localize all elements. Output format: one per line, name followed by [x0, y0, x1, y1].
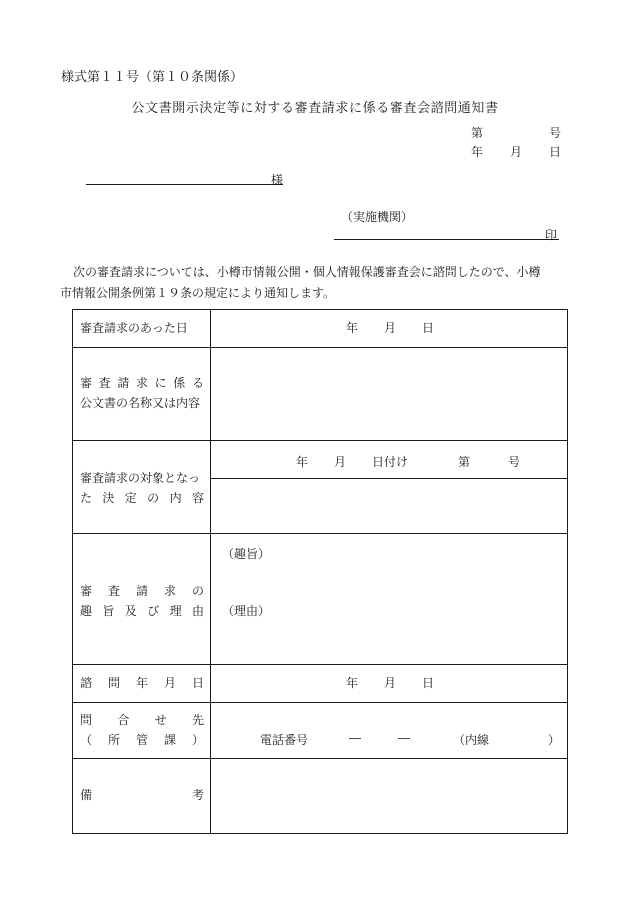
purpose-field-label: （趣旨）: [222, 547, 271, 561]
label-char: 定: [124, 491, 137, 505]
extension-open: （内線: [453, 733, 490, 747]
inquiry-date-day: 日: [422, 676, 435, 690]
request-date-day: 日: [422, 321, 435, 335]
label-char: 趣: [80, 604, 93, 618]
label-char: る: [191, 376, 204, 390]
table-border-left: [72, 309, 73, 834]
label-char: 由: [191, 604, 204, 618]
label-char: 合: [117, 713, 130, 727]
intro-line-2: 市情報公開条例第１９条の規定により通知します。: [60, 286, 336, 300]
inquiry-date-label: [80, 674, 204, 693]
label-char: 問: [80, 713, 93, 727]
label-char: た: [80, 491, 93, 505]
label-char: 審: [80, 584, 93, 598]
label-char: 課: [163, 733, 176, 747]
label-char: 査: [107, 584, 120, 598]
label-char: 審: [80, 376, 93, 390]
table-border-top: [72, 309, 568, 310]
table-row-divider: [72, 440, 568, 441]
label-char: 諮: [80, 676, 93, 690]
decision-number-prefix: 第: [458, 455, 471, 469]
table-row-divider: [72, 347, 568, 348]
intro-paragraph: [60, 262, 575, 304]
label-char: 旨: [102, 604, 115, 618]
table-border-right: [567, 309, 568, 834]
phone-label: 電話番号: [260, 733, 309, 747]
inquiry-date-month: 月: [384, 676, 397, 690]
addressee-honorific: 様: [271, 173, 284, 187]
request-date-month: 月: [384, 321, 397, 335]
request-date-label: 審査請求のあった日: [80, 321, 188, 335]
phone-dash-1: ―: [349, 731, 361, 745]
label-char: （: [80, 733, 93, 747]
document-title: 公文書開示決定等に対する審査請求に係る審査会諮問通知書: [131, 101, 499, 116]
label-char: 内: [169, 491, 182, 505]
extension-close: ）: [548, 733, 561, 747]
decision-year: 年: [296, 455, 309, 469]
agency-seal: 印: [545, 228, 558, 242]
label-char: の: [147, 491, 160, 505]
label-char: 求: [135, 376, 148, 390]
inquiry-date-year: 年: [346, 676, 359, 690]
label-char: 請: [135, 584, 148, 598]
ref-date-year: 年: [471, 145, 484, 159]
ref-date-day: 日: [549, 145, 562, 159]
addressee-line: [86, 184, 283, 185]
decision-dated: 日付け: [372, 455, 409, 469]
table-row-divider: [72, 758, 568, 759]
label-char: 問: [107, 676, 120, 690]
label-char: 考: [191, 788, 204, 802]
label-char: 求: [163, 584, 176, 598]
contact-label-line2: [80, 731, 204, 750]
label-char: 管: [135, 733, 148, 747]
label-char: に: [154, 376, 167, 390]
label-char: 及: [124, 604, 137, 618]
decision-month: 月: [334, 455, 347, 469]
reason-field-label: （理由）: [222, 604, 271, 618]
table-column-divider: [210, 309, 211, 834]
ref-date-month: 月: [510, 145, 523, 159]
label-char: ）: [191, 733, 204, 747]
decision-label-line1: 審査請求の対象となっ: [80, 471, 201, 485]
label-char: 備: [80, 788, 93, 802]
label-char: 査: [98, 376, 111, 390]
label-char: び: [147, 604, 160, 618]
table-border-bottom: [72, 833, 568, 834]
label-char: 日: [191, 676, 204, 690]
purpose-label-line1: [80, 582, 204, 601]
agency-line: [334, 239, 559, 240]
label-char: 年: [135, 676, 148, 690]
label-char: せ: [154, 713, 167, 727]
remarks-label: [80, 786, 204, 805]
ref-number-prefix: 第: [471, 126, 484, 140]
table-row-divider: [72, 664, 568, 665]
label-char: の: [191, 584, 204, 598]
label-char: 月: [163, 676, 176, 690]
ref-number-suffix: 号: [549, 126, 562, 140]
form-number: 様式第１１号（第１０条関係）: [61, 70, 244, 85]
label-char: 容: [191, 491, 204, 505]
decision-number-suffix: 号: [508, 455, 521, 469]
contact-label-line1: [80, 711, 204, 730]
intro-line-1: 次の審査請求については、小樽市情報公開・個人情報保護審査会に諮問したので、小樽: [73, 265, 541, 279]
label-char: 所: [107, 733, 120, 747]
label-char: 決: [102, 491, 115, 505]
decision-label-line2: [80, 489, 204, 508]
table-cell-divider: [210, 478, 568, 479]
document-name-label-line1: [80, 374, 204, 393]
label-char: 係: [173, 376, 186, 390]
label-char: 先: [191, 713, 204, 727]
label-char: 理: [169, 604, 182, 618]
phone-dash-2: ―: [398, 731, 410, 745]
label-char: 請: [117, 376, 130, 390]
table-row-divider: [72, 702, 568, 703]
table-row-divider: [72, 533, 568, 534]
agency-label: （実施機関）: [341, 210, 414, 224]
document-name-label-line2: 公文書の名称又は内容: [80, 396, 201, 410]
request-date-year: 年: [346, 321, 359, 335]
purpose-label-line2: [80, 602, 204, 621]
